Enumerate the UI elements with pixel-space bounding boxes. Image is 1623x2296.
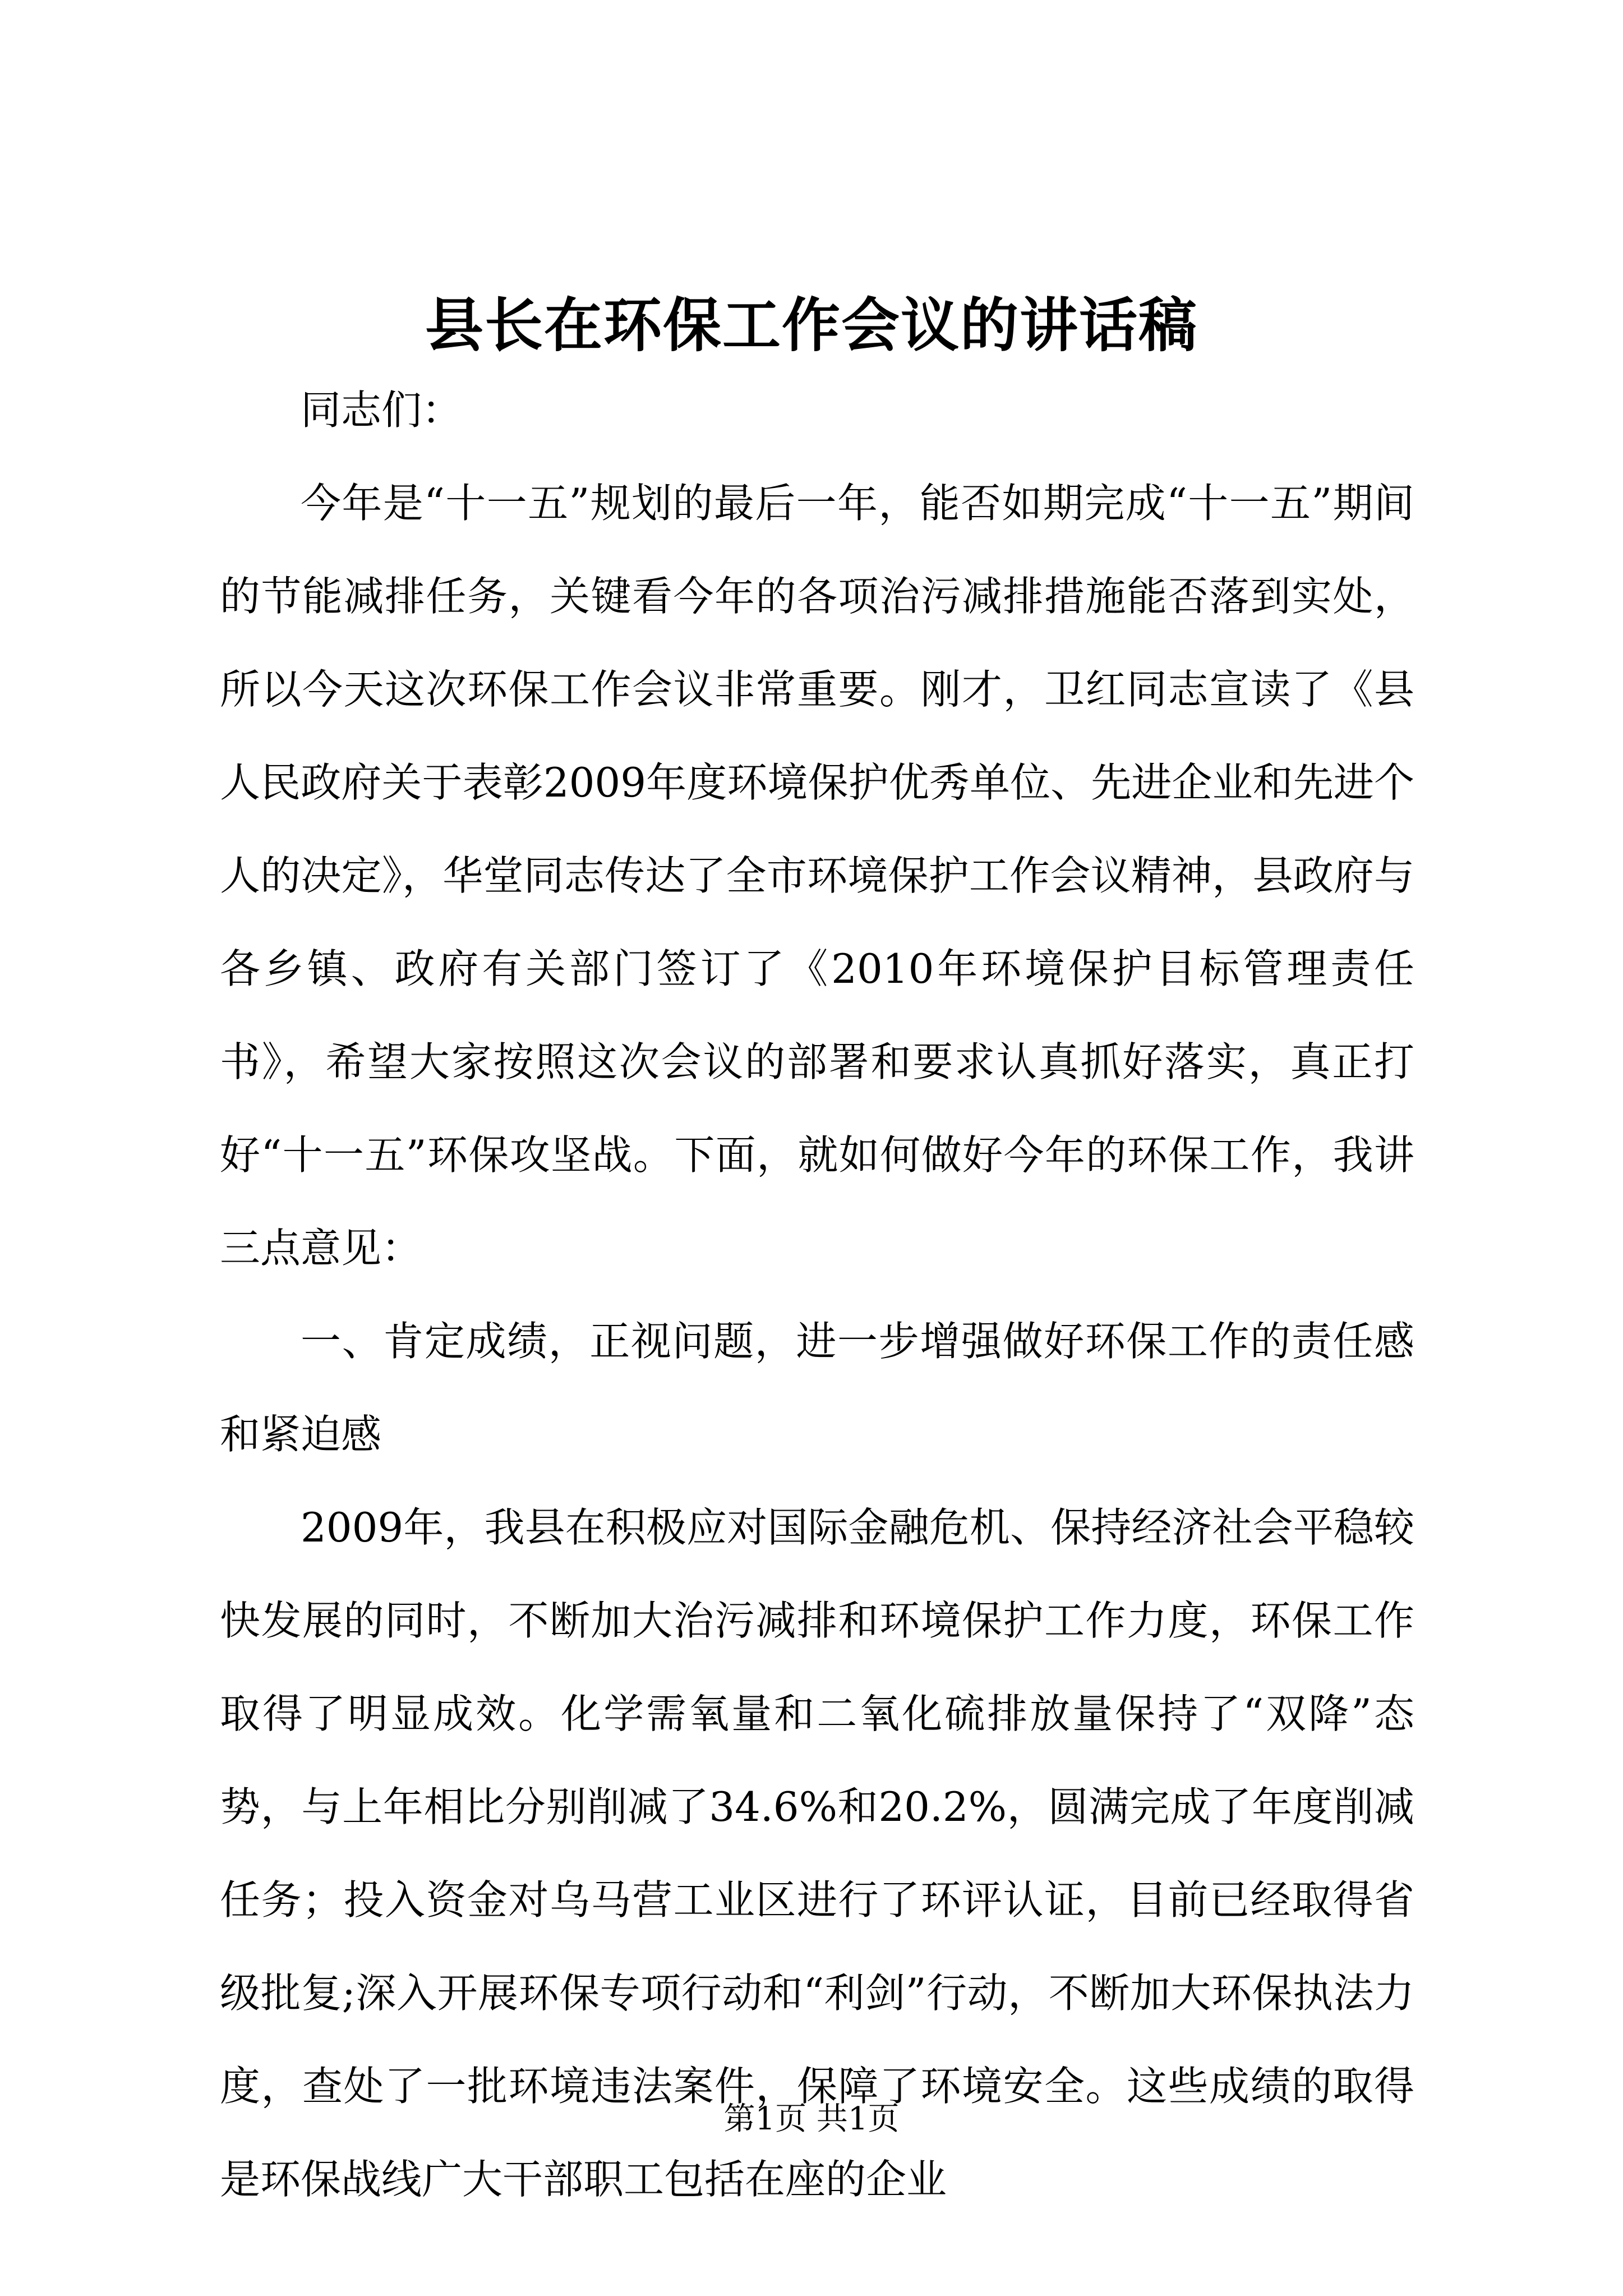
- section-heading-1: 一、肯定成绩，正视问题，进一步增强做好环保工作的责任感和紧迫感: [220, 1318, 1414, 1458]
- achievements-paragraph: 2009年，我县在积极应对国际金融危机、保持经济社会平稳较快发展的同时，不断加大治污减排和环境保护工作力度，环保工作取得了明显成效。化学需氧量和二氧化硫排放量保持了“双降”态势，与上年相比分别削减了34.6%和20.2%，圆满完成了年度削减任务；投入资金对乌马营工业区进行了环评认证，目前已经取得省级批复;深入开展环保专项行动和“利剑”行动，不断加大环保执法力度，查处了一批环境违法案件，保障了环境安全。这些成绩的取得是环保战线广大干部职工包括在座的企业: [220, 1504, 1414, 2203]
- salutation-paragraph: 同志们：: [301, 386, 463, 434]
- document-body: [220, 364, 1414, 2226]
- page-footer: 第1页 共1页: [723, 2101, 900, 2137]
- document-title: 县长在环保工作会议的讲话稿: [425, 291, 1198, 360]
- intro-paragraph: 今年是“十一五”规划的最后一年，能否如期完成“十一五”期间的节能减排任务，关键看今年的各项治污减排措施能否落到实处，所以今天这次环保工作会议非常重要。刚才，卫红同志宣读了《县人民政府关于表彰2009年度环境保护优秀单位、先进企业和先进个人的决定》，华堂同志传达了全市环境保护工作会议精神，县政府与各乡镇、政府有关部门签订了《2010年环境保护目标管理责任书》，希望大家按照这次会议的部署和要求认真抓好落实，真正打好“十一五”环保攻坚战。下面，就如何做好今年的环保工作，我讲三点意见：: [220, 480, 1414, 1272]
